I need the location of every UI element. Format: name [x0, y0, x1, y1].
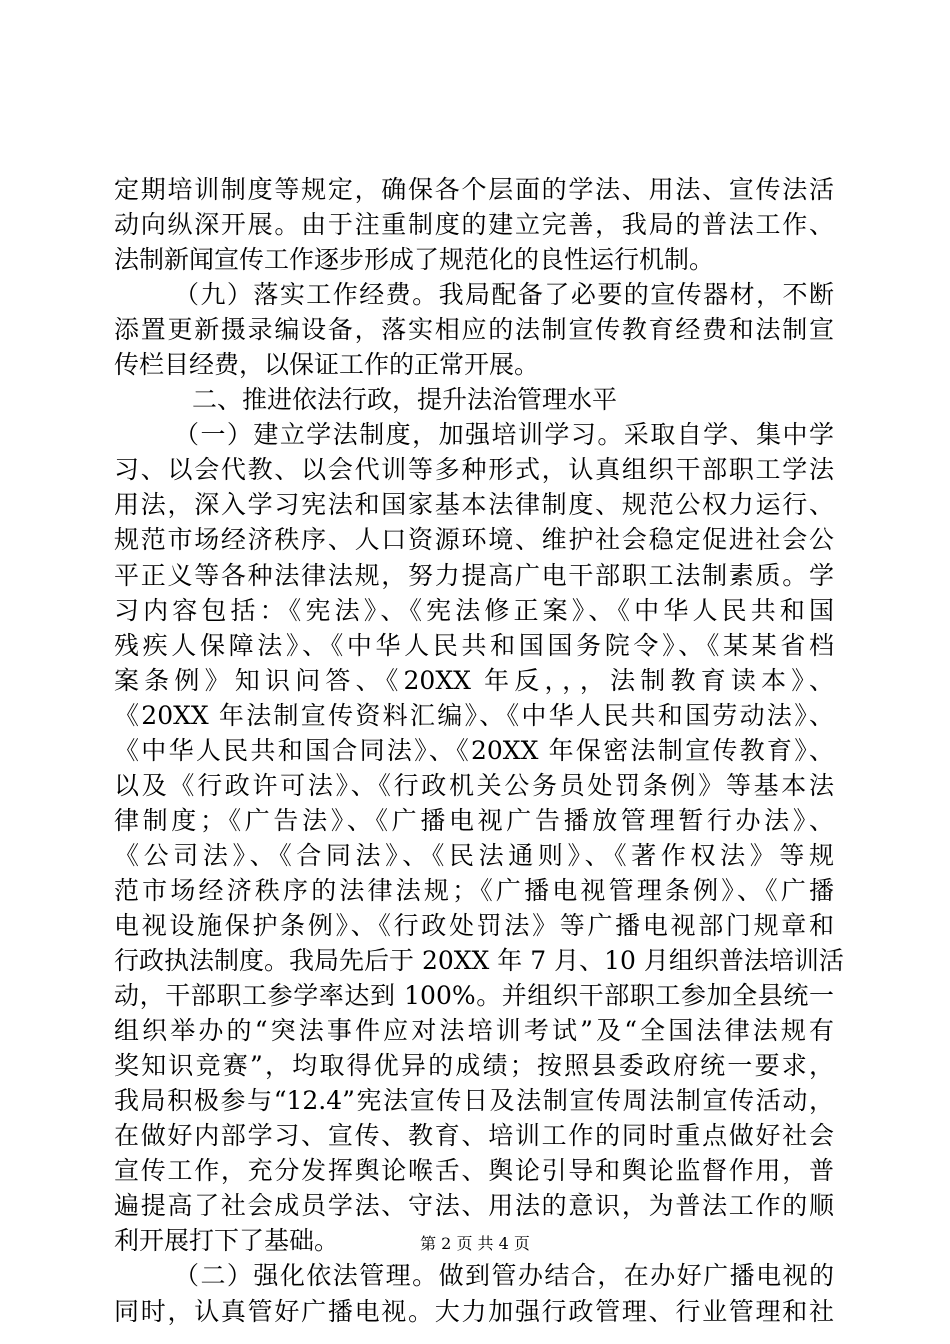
text-line: 残疾人保障法》、《中华人民共和国国务院令》、《某某省档 [114, 630, 834, 660]
text-line: 案条例》知识问答、《20XX 年反，，，法制教育读本》、 [114, 665, 834, 695]
text-line: 《公司法》、《合同法》、《民法通则》、《著作权法》等规 [114, 840, 834, 870]
text-line: 行政执法制度。我局先后于 20XX 年 7 月、10 月组织普法培训活 [114, 946, 844, 976]
text-line: 《20XX 年法制宣传资料汇编》、《中华人民共和国劳动法》、 [114, 700, 834, 730]
text-line: 我局积极参与“12.4”宪法宣传日及法制宣传周法制宣传活动， [114, 1086, 834, 1116]
text-line: 动，干部职工参学率达到 100%。并组织干部职工参加全县统一 [114, 981, 834, 1011]
text-line: 电视设施保护条例》、《行政处罚法》等广播电视部门规章和 [114, 910, 834, 940]
paragraph-start-line: （九）落实工作经费。我局配备了必要的宣传器材，不断 [174, 280, 834, 310]
paragraph-start-line: （一）建立学法制度，加强培训学习。采取自学、集中学 [174, 420, 834, 450]
text-line: 法制新闻宣传工作逐步形成了规范化的良性运行机制。 [114, 245, 715, 275]
text-line: 传栏目经费，以保证工作的正常开展。 [114, 350, 540, 380]
text-line: 添置更新摄录编设备，落实相应的法制宣传教育经费和法制宣 [114, 315, 834, 345]
section-heading: 二、推进依法行政，提升法治管理水平 [192, 385, 618, 415]
text-line: 平正义等各种法律法规，努力提高广电干部职工法制素质。学 [114, 560, 834, 590]
text-line: 奖知识竞赛”，均取得优异的成绩；按照县委政府统一要求， [114, 1051, 834, 1081]
text-line: 利开展打下了基础。 [114, 1226, 340, 1256]
text-line: 以及《行政许可法》、《行政机关公务员处罚条例》等基本法 [114, 770, 834, 800]
text-line: 组织举办的“突法事件应对法培训考试”及“全国法律法规有 [114, 1016, 834, 1046]
text-line: 《中华人民共和国合同法》、《20XX 年保密法制宣传教育》、 [114, 735, 834, 765]
text-line: 遍提高了社会成员学法、守法、用法的意识，为普法工作的顺 [114, 1191, 834, 1221]
text-line: 习内容包括：《宪法》、《宪法修正案》、《中华人民共和国 [114, 595, 834, 625]
text-line: 宣传工作，充分发挥舆论喉舌、舆论引导和舆论监督作用，普 [114, 1156, 834, 1186]
text-line: 在做好内部学习、宣传、教育、培训工作的同时重点做好社会 [114, 1121, 834, 1151]
text-line: 范市场经济秩序的法律法规；《广播电视管理条例》、《广播 [114, 875, 834, 905]
text-line: 习、以会代教、以会代训等多种形式，认真组织干部职工学法 [114, 455, 834, 485]
document-body [114, 172, 844, 1329]
text-line: 规范市场经济秩序、人口资源环境、维护社会稳定促进社会公 [114, 525, 834, 555]
text-line: 定期培训制度等规定，确保各个层面的学法、用法、宣传法活 [114, 175, 834, 204]
text-line: 用法，深入学习宪法和国家基本法律制度、规范公权力运行、 [114, 490, 834, 520]
text-line: 同时，认真管好广播电视。大力加强行政管理、行业管理和社 [114, 1296, 834, 1326]
page-number-footer: 第 2 页 共 4 页 [420, 1234, 530, 1253]
paragraph-start-line: （二）强化依法管理。做到管办结合，在办好广播电视的 [174, 1261, 834, 1291]
text-line: 动向纵深开展。由于注重制度的建立完善，我局的普法工作、 [114, 210, 834, 240]
text-line: 律制度；《广告法》、《广播电视广告播放管理暂行办法》、 [114, 805, 834, 835]
